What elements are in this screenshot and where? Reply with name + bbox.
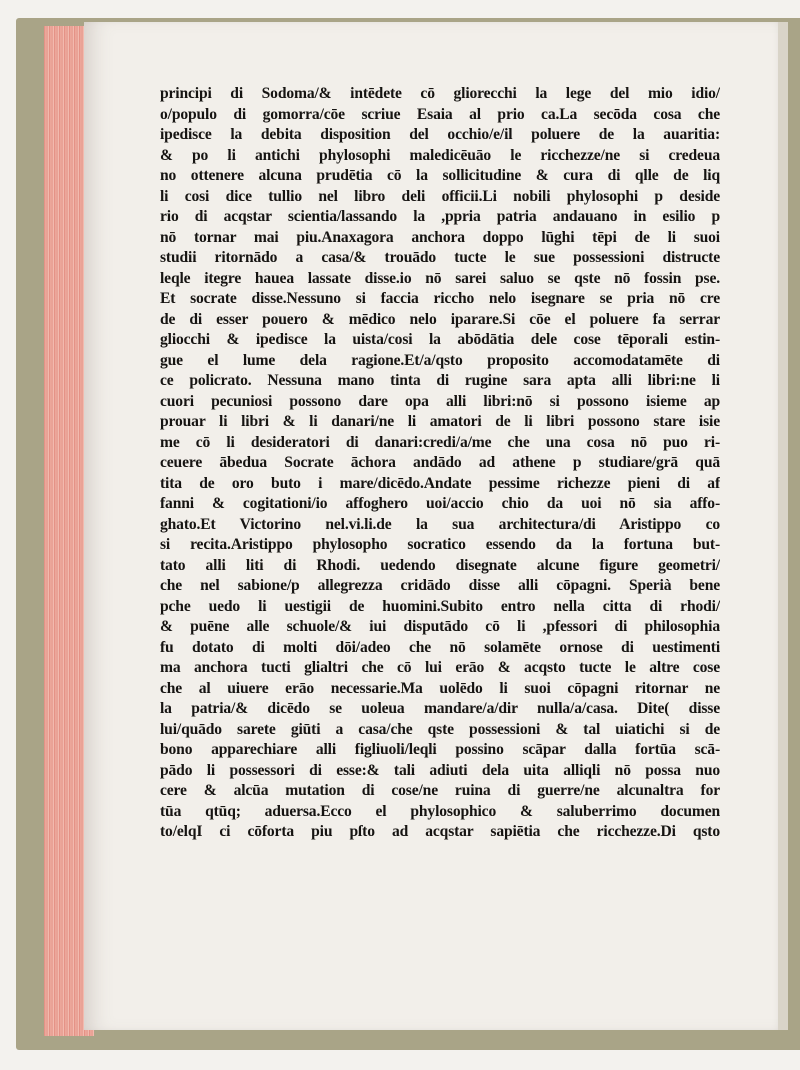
- text-line: & po li antichi phylosophi maledicēuāo le ricchezze/ne si credeua: [160, 146, 720, 164]
- text-line: tūa qtūq; aduersa.Ecco el phylosophico & saluberrimo documen: [160, 802, 720, 820]
- text-line: gue el lume dela ragione.Et/a/qsto proposito accomodatamēte di: [160, 351, 720, 369]
- text-line: cuori pecuniosi possono dare opa alli libri:nō si possono isieme ap: [160, 392, 720, 410]
- text-line: de di esser pouero & mēdico nelo iparare.Si cōe el poluere fa serrar: [160, 310, 720, 328]
- page-right-edge: [778, 22, 788, 1030]
- text-line: che al uiuere erāo necessarie.Ma uolēdo li suoi cōpagni ritornar ne: [160, 679, 720, 697]
- text-line: fanni & cogitationi/io affoghero uoi/accio chio da uoi nō sia affo-: [160, 495, 720, 512]
- text-line: tita de oro buto i mare/dicēdo.Andate pessime richezze pieni di af: [160, 474, 720, 492]
- text-line: no ottenere alcuna prudētia cō la sollicitudine & cura di qlle de liq: [160, 167, 720, 184]
- text-line: ce policrato. Nessuna mano tinta di rugine sara apta alli libri:ne li: [160, 372, 720, 389]
- text-line: me cō li desideratori di danari:credi/a/me che una cosa nō puo ri-: [160, 433, 720, 451]
- text-line: si recita.Aristippo phylosopho socratico essendo da la fortuna but-: [160, 536, 720, 553]
- text-line: ma anchora tucti glialtri che cō lui erāo & acqsto tucte le altre cose: [160, 659, 720, 676]
- text-line: rio di acqstar scientia/lassando la ,ppria patria andauano in esilio p: [160, 208, 720, 225]
- text-line: leqle itegre hauea lassate disse.io nō sarei saluo se qste nō fossin pse.: [160, 269, 720, 287]
- text-line: tato alli liti di Rhodi. uedendo disegnate alcune figure geometri/: [160, 556, 720, 574]
- text-line: ceuere ābedua Socrate āchora andādo ad athene p studiare/grā quā: [160, 454, 720, 471]
- text-line: & puēne alle schuole/& iui disputādo cō li ,pfessori di philosophia: [160, 618, 720, 635]
- text-line: o/populo di gomorra/cōe scriue Esaia al prio ca.La secōda cosa che: [160, 105, 720, 123]
- text-line: pādo li possessori di esse:& tali adiuti dela uita alliqli nō possa nuo: [160, 761, 720, 779]
- text-line: prouar li libri & li danari/ne li amatori de li libri possono stare isie: [160, 413, 720, 430]
- text-line: lui/quādo sarete giūti a casa/che qste possessioni & tal uiatichi si de: [160, 720, 720, 738]
- text-line: to/elqI ci cōforta piu pſto ad acqstar sapiētia che ricchezze.Di qsto: [160, 823, 720, 840]
- text-line: la patria/& dicēdo se uoleua mandare/a/dir nulla/a/casa. Dite( disse: [160, 700, 720, 717]
- text-line: principi di Sodoma/& intēdete cō gliorecchi la lege del mio idio/: [160, 85, 720, 102]
- body-text: [160, 84, 720, 843]
- text-line: cere & alcūa mutation di cose/ne ruina di guerre/ne alcunaltra for: [160, 782, 720, 799]
- text-line: studii ritornādo a casa/& trouādo tucte le sue possessioni distructe: [160, 249, 720, 266]
- text-line: nō tornar mai piu.Anaxagora anchora doppo lūghi tēpi de li suoi: [160, 228, 720, 246]
- text-line: ipedisce la debita disposition del occhio/e/il poluere de la auaritia:: [160, 126, 720, 143]
- text-line: che nel sabione/p allegrezza cridādo disse alli cōpagni. Sperià bene: [160, 577, 720, 594]
- text-line: pche uedo li uestigii de huomini.Subito entro nella citta di rhodi/: [160, 597, 720, 615]
- text-line: gliocchi & ipedisce la uista/cosi la abōdātia dele cose tēporali estin-: [160, 331, 720, 348]
- text-line: ghato.Et Victorino nel.vi.li.de la sua architectura/di Aristippo co: [160, 515, 720, 533]
- text-line: li cosi dice tullio nel libro deli officii.Li nobili phylosophi p deside: [160, 187, 720, 205]
- text-line: bono apparechiare alli figliuoli/leqli possino scāpar dalla fortūa scā-: [160, 741, 720, 758]
- text-line: fu dotato di molti dōi/adeo che nō solamēte ornose di uestimenti: [160, 638, 720, 656]
- text-line: Et socrate disse.Nessuno si faccia riccho nelo isegnare se pria nō cre: [160, 290, 720, 307]
